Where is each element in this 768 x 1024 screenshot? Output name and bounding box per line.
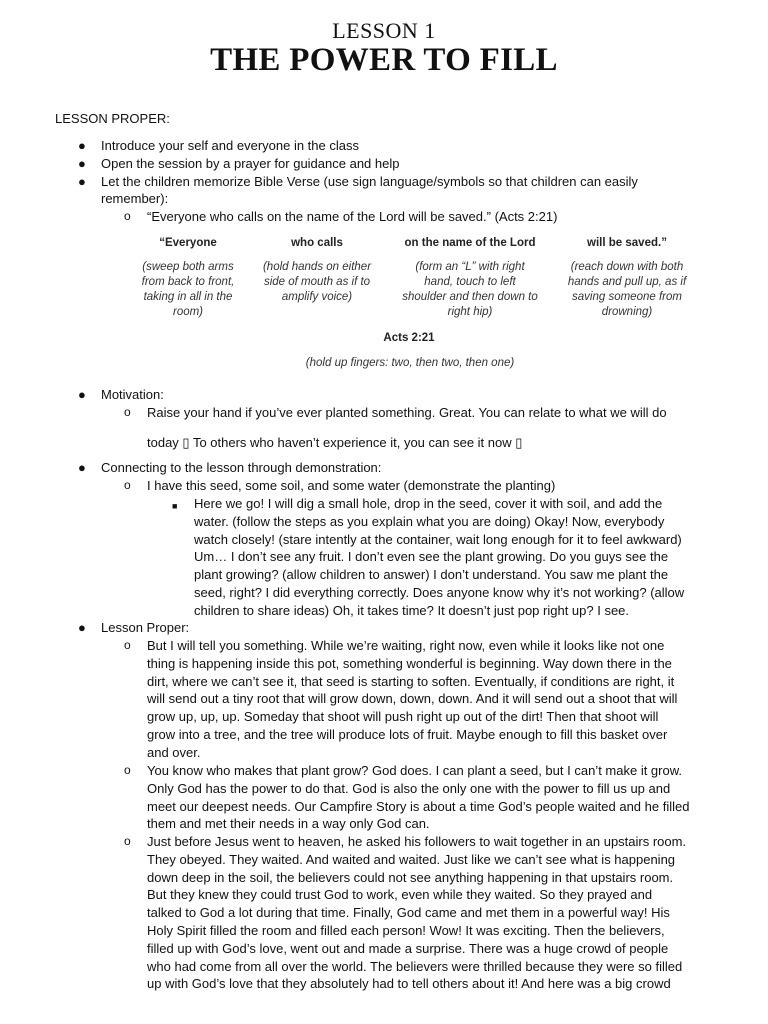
demonstration-label: Connecting to the lesson through demonstration: (101, 460, 382, 475)
circle-bullet-icon: o (124, 763, 131, 777)
sign-heading: “Everyone (159, 237, 217, 249)
lesson-number: LESSON 1 (332, 18, 436, 43)
sign-column (556, 236, 698, 320)
sign-description: (hold hands on either side of mouth as if to amplify voice) (262, 261, 372, 303)
circle-bullet-icon: o (124, 478, 131, 492)
circle-bullet-icon: o (124, 405, 131, 419)
sign-reference-note: (hold up fingers: two, then two, then one) (305, 357, 515, 369)
sign-reference: Acts 2:21 (383, 332, 435, 344)
demonstration-detail: Here we go! I will dig a small hole, drop in the seed, cover it with soil, and add the water. (follow the steps as you explain what you are doing) Okay! Now, everybody watch closely! (stare intently at the container, wait long enough for it to feel awkward) Um… I don’t see any fruit. I don’t even see the plant growing. Do you guys see the plant growing? (allow children to answer) I don’t understand. You saw me plant the seed, right? I did everything correctly. Does anyone know why it’s not working? (allow children to share ideas) Oh, it takes time? It doesn’t just pop right up? I see. (194, 496, 685, 618)
motivation-text: Raise your hand if you’ve ever planted something. Great. You can relate to what we will do (147, 405, 667, 420)
motivation-label: Motivation: (101, 387, 164, 402)
lesson-paragraph: You know who makes that plant grow? God does. I can plant a seed, but I can’t make it grow. Only God has the power to do that. God is also the only one with the power to fill us up and meet our deepest needs. Our Campfire Story is about a time God’s people waited and he filled them and met their needs in a way only God can. (147, 763, 690, 832)
section-label: LESSON PROPER: (55, 111, 170, 126)
square-bullet-icon: ■ (172, 501, 178, 511)
sign-column (252, 236, 382, 305)
sign-column (386, 236, 554, 320)
bullet-icon: ● (78, 156, 86, 171)
sign-description: (reach down with both hands and pull up, as if saving someone from drowning) (567, 261, 687, 318)
circle-bullet-icon: o (124, 638, 131, 652)
list-item-continuation: remember): (101, 191, 169, 206)
lesson-proper-label: Lesson Proper: (101, 620, 190, 635)
list-item: Let the children memorize Bible Verse (use sign language/symbols so that children can easily (101, 174, 638, 189)
sign-heading: on the name of the Lord (404, 237, 536, 249)
bible-verse: “Everyone who calls on the name of the Lord will be saved.” (Acts 2:21) (147, 209, 558, 224)
sign-description: (sweep both arms from back to front, taking in all in the room) (141, 261, 235, 318)
motivation-text: today ▯ To others who haven’t experience it, you can see it now ▯ (147, 435, 523, 450)
lesson-paragraph: But I will tell you something. While we’re waiting, right now, even while it looks like not one thing is happening inside this pot, something wonderful is beginning. Way down there in the dirt, where we can’t see it, that seed is starting to soften. Eventually, if conditions are right, it will send out a tiny root that will grow down, down, down. And it will send out a shoot that will grow up, up, up. Someday that shoot will push right up out of the dirt! Then that shoot will grow into a tree, and the tree will produce lots of fruit. Maybe enough to fill this basket over and over. (147, 638, 678, 760)
sign-heading: will be saved.” (587, 237, 667, 249)
bullet-icon: ● (78, 138, 86, 153)
circle-bullet-icon: o (124, 209, 131, 223)
lesson-title: THE POWER TO FILL (210, 42, 558, 78)
bullet-icon: ● (78, 620, 86, 635)
demonstration-sub: I have this seed, some soil, and some water (demonstrate the planting) (147, 478, 556, 493)
sign-column (130, 236, 246, 320)
bullet-icon: ● (78, 174, 86, 189)
bullet-icon: ● (78, 460, 86, 475)
bullet-icon: ● (78, 387, 86, 402)
circle-bullet-icon: o (124, 834, 131, 848)
sign-heading: who calls (291, 237, 343, 249)
list-item: Open the session by a prayer for guidance and help (101, 156, 400, 171)
sign-description: (form an “L” with right hand, touch to left shoulder and then down to right hip) (402, 261, 538, 318)
lesson-paragraph: Just before Jesus went to heaven, he asked his followers to wait together in an upstairs room. They obeyed. They waited. And waited and waited. Just like we can’t see what is happening down deep in the soil, the believers could not see anything happening in that upstairs room. But they knew they could trust God to work, even while they waited. So they prayed and talked to God a lot during that time. Finally, God came and met them in a powerful way! His Holy Spirit filled the room and filled each person! Wow! It was exciting. Then the believers, filled up with God’s love, went out and made a surprise. There was a huge crowd of people who had come from all over the world. The believers were thrilled because they were so filled up with God’s love that they absolutely had to tell others about it! And here was a big crowd (147, 834, 687, 992)
list-item: Introduce your self and everyone in the class (101, 138, 359, 153)
